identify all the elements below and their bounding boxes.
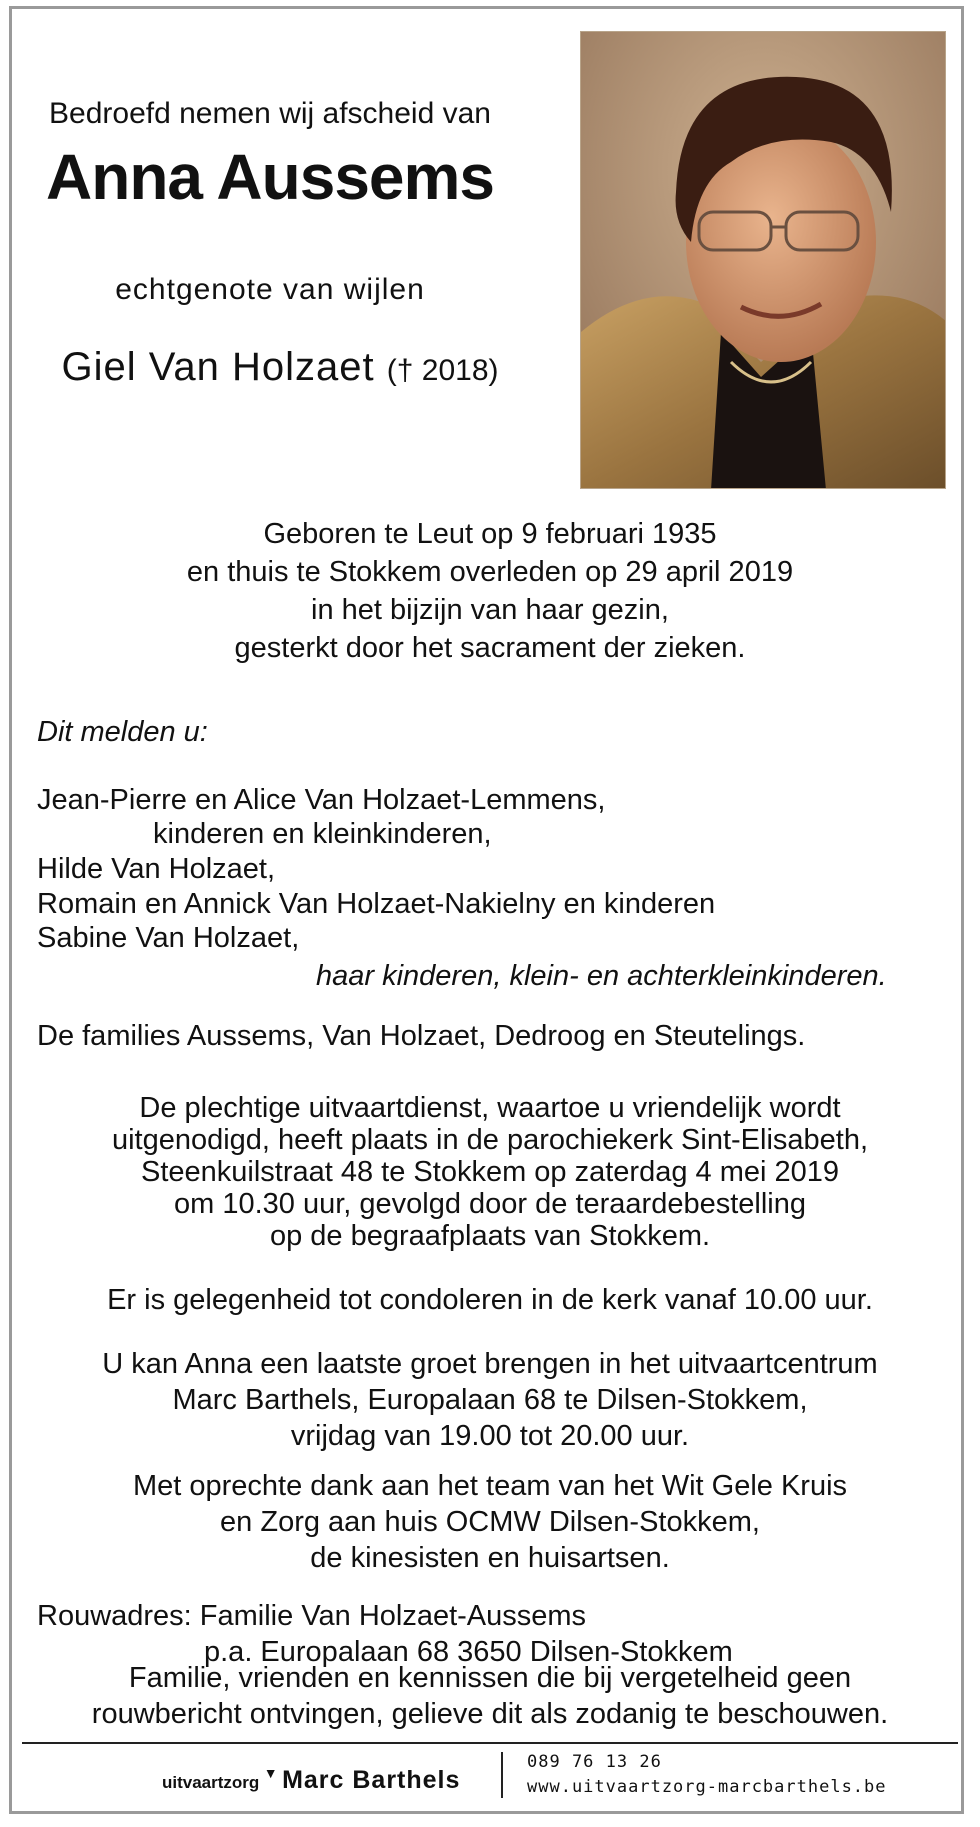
service-line-4: om 10.30 uur, gevolgd door de teraardebestelling [174, 1188, 806, 1220]
portrait-photo [580, 31, 946, 489]
footer-separator [501, 1752, 503, 1798]
portrait-image [581, 32, 946, 489]
condolence-line: Er is gelegenheid tot condoleren in de kerk vanaf 10.00 uur. [107, 1284, 873, 1316]
spouse-death: († 2018) [386, 354, 499, 387]
spouse-line [40, 345, 520, 390]
service-line-1: De plechtige uitvaartdienst, waartoe u vriendelijk wordt [139, 1092, 841, 1124]
brand-prefix: uitvaartzorg [162, 1773, 260, 1792]
service-line-3: Steenkuilstraat 48 te Stokkem op zaterdag 4 mei 2019 [140, 1156, 840, 1188]
address-line-1: Rouwadres: Familie Van Holzaet-Aussems [37, 1600, 587, 1632]
service-line-2: uitgenodigd, heeft plaats in de parochiekerk Sint-Elisabeth, [111, 1124, 869, 1156]
family-line-2: kinderen en kleinkinderen, [153, 818, 492, 850]
family-line-3: Hilde Van Holzaet, [37, 853, 276, 885]
footer-phone: 089 76 13 26 [527, 1752, 662, 1772]
family-line-6: haar kinderen, klein- en achterkleinkinderen. [316, 960, 887, 992]
brand-name: Marc Barthels [282, 1766, 461, 1794]
farewell-line-3: vrijdag van 19.00 tot 20.00 uur. [290, 1420, 690, 1452]
family-line-5: Sabine Van Holzaet, [37, 922, 300, 954]
brand-triangle-icon: ▼ [263, 1765, 278, 1781]
spouse-intro: echtgenote van wijlen [115, 273, 425, 306]
thanks-line-1: Met oprechte dank aan het team van het Wit Gele Kruis [132, 1470, 848, 1502]
birth-line-4: gesterkt door het sacrament der zieken. [234, 632, 746, 664]
deceased-name: Anna Aussems [46, 141, 494, 213]
family-line-4: Romain en Annick Van Holzaet-Nakielny en kinderen [37, 888, 716, 920]
family-line-1: Jean-Pierre en Alice Van Holzaet-Lemmens, [37, 784, 606, 816]
intro-text: Bedroefd nemen wij afscheid van [49, 97, 491, 130]
birth-line-3: in het bijzijn van haar gezin, [311, 594, 669, 626]
families-line: De families Aussems, Van Holzaet, Dedroog en Steutelings. [37, 1020, 806, 1052]
funeral-home-logo [162, 1766, 460, 1795]
footer-website[interactable]: www.uitvaartzorg-marcbarthels.be [527, 1777, 887, 1797]
announce-heading: Dit melden u: [37, 716, 208, 748]
closing-line-2: rouwbericht ontvingen, gelieve dit als zodanig te beschouwen. [91, 1698, 889, 1730]
thanks-line-3: de kinesisten en huisartsen. [310, 1542, 670, 1574]
thanks-line-2: en Zorg aan huis OCMW Dilsen-Stokkem, [220, 1506, 760, 1538]
farewell-line-2: Marc Barthels, Europalaan 68 te Dilsen-Stokkem, [172, 1384, 808, 1416]
closing-line-1: Familie, vrienden en kennissen die bij vergetelheid geen [128, 1662, 852, 1694]
address-line-2: p.a. Europalaan 68 3650 Dilsen-Stokkem [204, 1636, 733, 1668]
farewell-line-1: U kan Anna een laatste groet brengen in het uitvaartcentrum [102, 1348, 878, 1380]
birth-line-2: en thuis te Stokkem overleden op 29 april 2019 [186, 556, 794, 588]
service-line-5: op de begraafplaats van Stokkem. [269, 1220, 711, 1252]
birth-line-1: Geboren te Leut op 9 februari 1935 [263, 518, 717, 550]
footer-divider [22, 1742, 958, 1744]
spouse-name: Giel Van Holzaet [61, 345, 375, 389]
